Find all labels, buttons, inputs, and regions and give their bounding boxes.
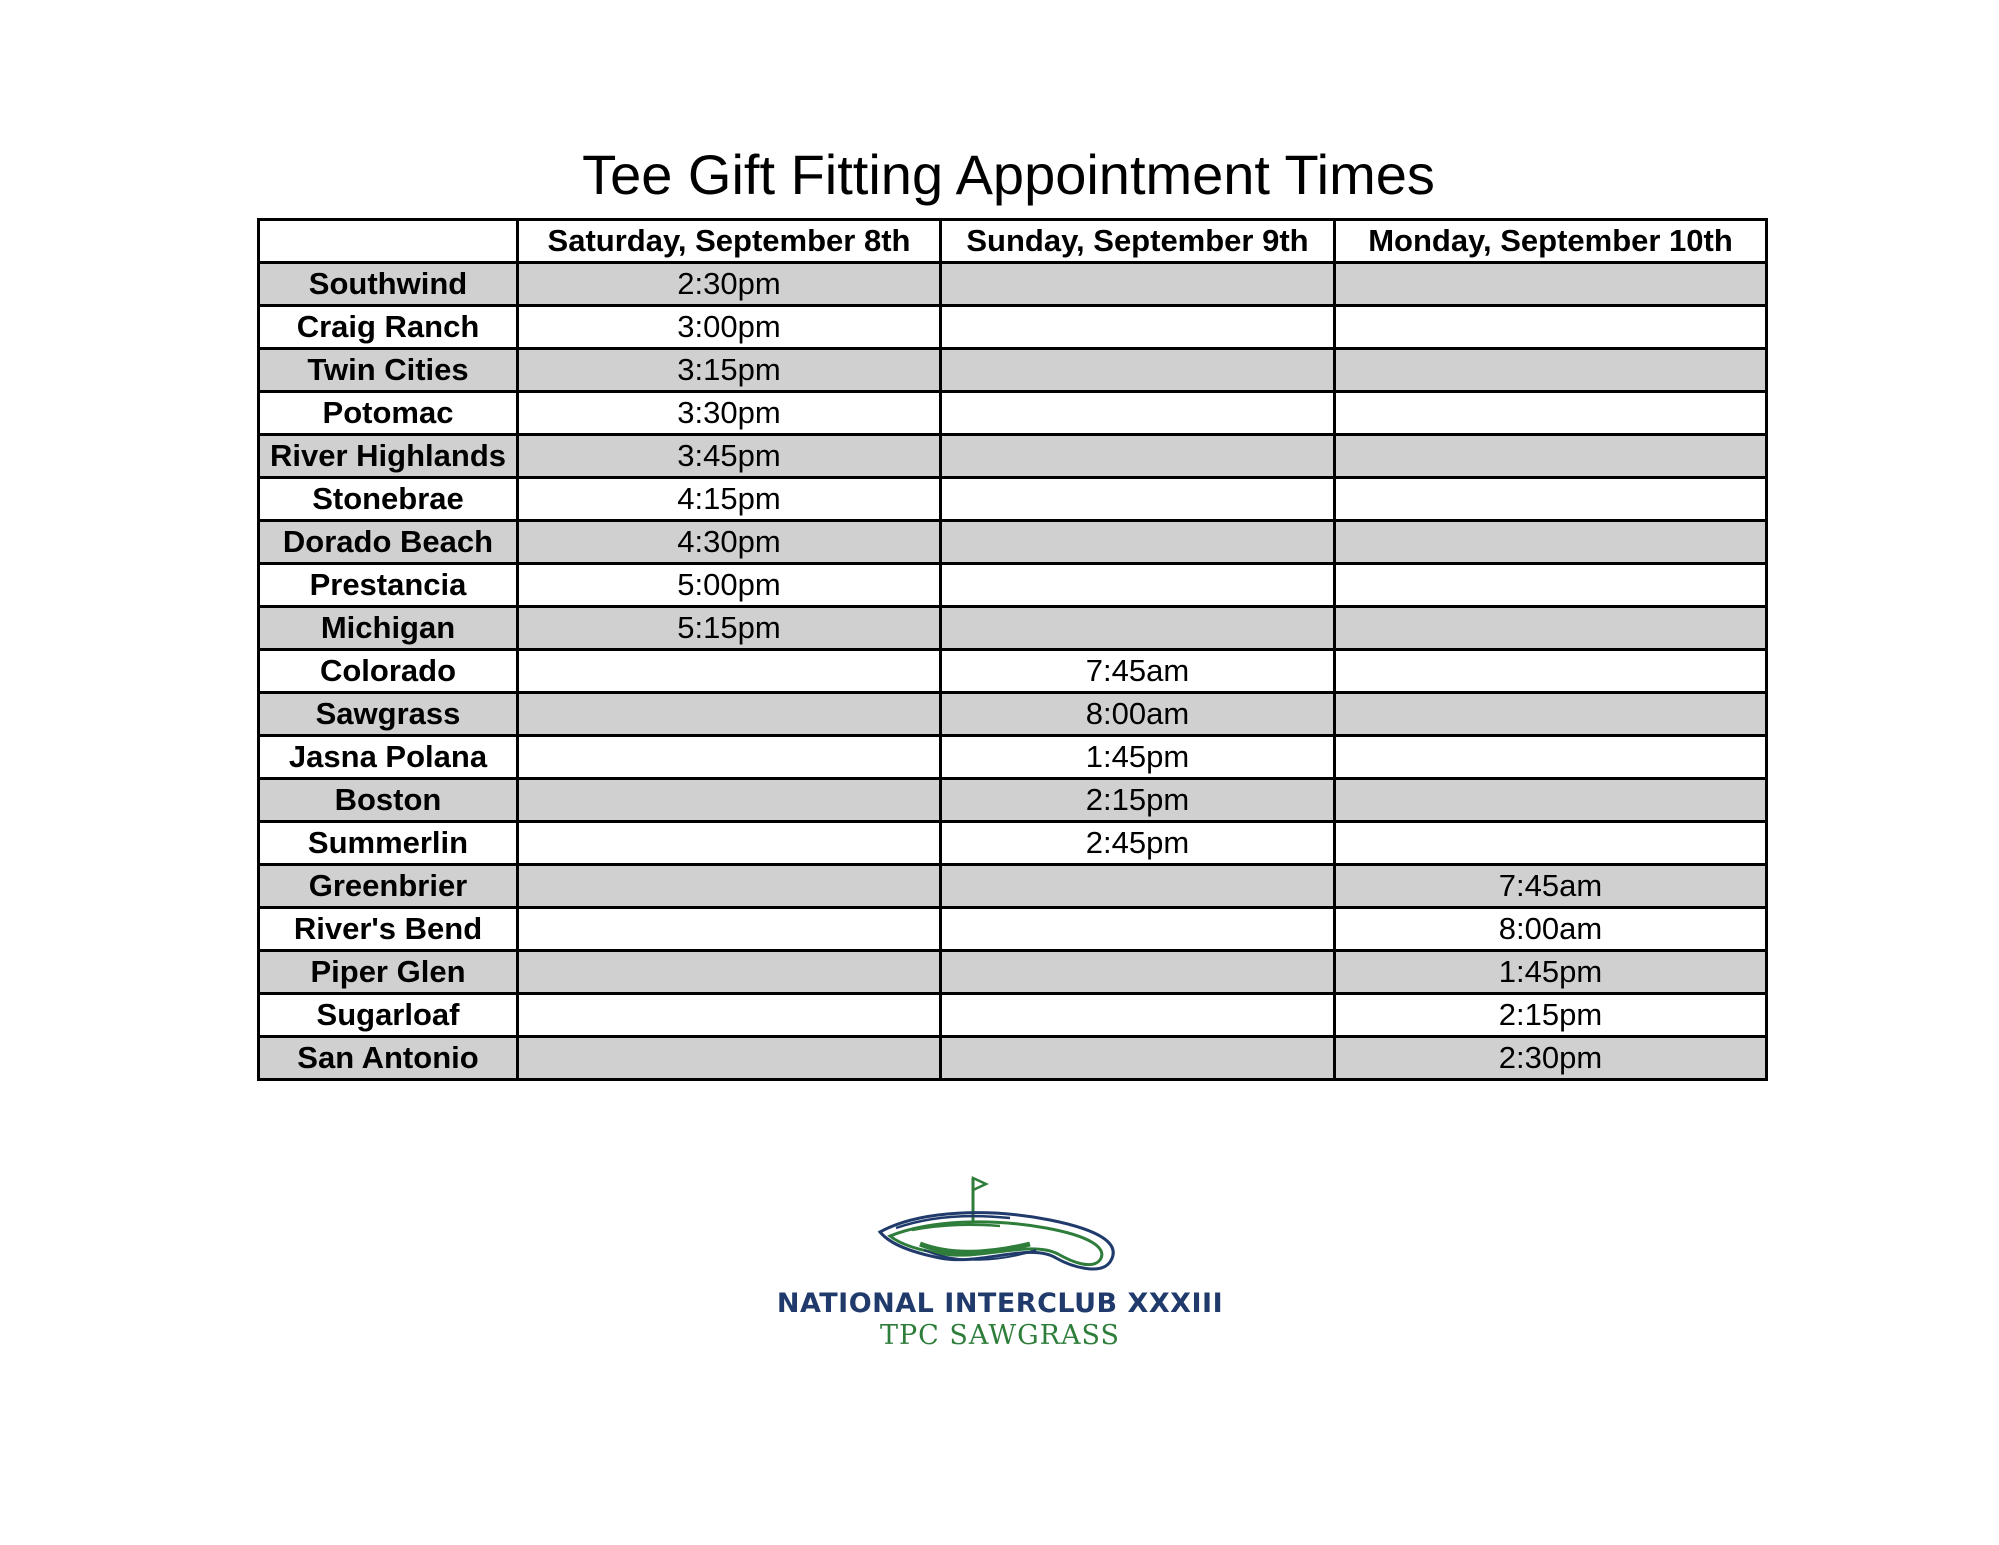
time-cell-monday (1335, 392, 1767, 435)
time-cell-monday (1335, 263, 1767, 306)
time-cell-sunday (941, 521, 1335, 564)
table-row (259, 994, 1767, 1037)
time-cell-saturday: 3:00pm (518, 306, 941, 349)
team-name-cell: Boston (259, 779, 518, 822)
header-team-column (259, 220, 518, 263)
team-name-cell: Craig Ranch (259, 306, 518, 349)
time-cell-sunday: 8:00am (941, 693, 1335, 736)
time-cell-monday: 1:45pm (1335, 951, 1767, 994)
time-cell-monday (1335, 822, 1767, 865)
table-row (259, 822, 1767, 865)
table-row (259, 779, 1767, 822)
time-cell-saturday (518, 736, 941, 779)
time-cell-monday (1335, 564, 1767, 607)
team-name-cell: Piper Glen (259, 951, 518, 994)
table-row (259, 693, 1767, 736)
table-row (259, 951, 1767, 994)
table-row (259, 564, 1767, 607)
team-name-cell: Sawgrass (259, 693, 518, 736)
time-cell-sunday (941, 263, 1335, 306)
page-title: Tee Gift Fitting Appointment Times (582, 143, 1435, 206)
time-cell-saturday (518, 822, 941, 865)
team-name-cell: Potomac (259, 392, 518, 435)
time-cell-sunday (941, 951, 1335, 994)
time-cell-saturday: 2:30pm (518, 263, 941, 306)
header-sunday: Sunday, September 9th (941, 220, 1335, 263)
team-name-cell: Greenbrier (259, 865, 518, 908)
time-cell-saturday: 3:15pm (518, 349, 941, 392)
logo-event-name: NATIONAL INTERCLUB XXXIII (776, 1288, 1224, 1319)
time-cell-sunday (941, 392, 1335, 435)
national-interclub-logo (760, 1170, 1240, 1360)
time-cell-sunday (941, 564, 1335, 607)
time-cell-sunday (941, 1037, 1335, 1080)
time-cell-sunday: 2:15pm (941, 779, 1335, 822)
header-row (259, 220, 1767, 263)
time-cell-saturday (518, 650, 941, 693)
time-cell-saturday: 4:15pm (518, 478, 941, 521)
time-cell-saturday: 3:45pm (518, 435, 941, 478)
team-name-cell: Stonebrae (259, 478, 518, 521)
time-cell-saturday (518, 908, 941, 951)
table-row (259, 263, 1767, 306)
time-cell-saturday: 5:00pm (518, 564, 941, 607)
time-cell-monday (1335, 478, 1767, 521)
time-cell-saturday (518, 693, 941, 736)
header-monday: Monday, September 10th (1335, 220, 1767, 263)
team-name-cell: Southwind (259, 263, 518, 306)
table-row (259, 306, 1767, 349)
golf-green-flag-icon (860, 1170, 1140, 1288)
time-cell-sunday (941, 994, 1335, 1037)
table-row (259, 865, 1767, 908)
table-row (259, 607, 1767, 650)
team-name-cell: Twin Cities (259, 349, 518, 392)
team-name-cell: Michigan (259, 607, 518, 650)
time-cell-saturday: 5:15pm (518, 607, 941, 650)
team-name-cell: Prestancia (259, 564, 518, 607)
team-name-cell: Colorado (259, 650, 518, 693)
time-cell-monday (1335, 607, 1767, 650)
time-cell-sunday (941, 607, 1335, 650)
time-cell-monday: 2:15pm (1335, 994, 1767, 1037)
time-cell-saturday (518, 779, 941, 822)
team-name-cell: River's Bend (259, 908, 518, 951)
time-cell-saturday (518, 865, 941, 908)
time-cell-sunday (941, 349, 1335, 392)
time-cell-monday (1335, 693, 1767, 736)
time-cell-monday (1335, 435, 1767, 478)
time-cell-monday: 8:00am (1335, 908, 1767, 951)
time-cell-sunday (941, 435, 1335, 478)
team-name-cell: Dorado Beach (259, 521, 518, 564)
team-name-cell: Sugarloaf (259, 994, 518, 1037)
time-cell-saturday (518, 994, 941, 1037)
time-cell-monday (1335, 779, 1767, 822)
time-cell-sunday (941, 306, 1335, 349)
time-cell-monday: 2:30pm (1335, 1037, 1767, 1080)
header-saturday: Saturday, September 8th (518, 220, 941, 263)
time-cell-sunday (941, 865, 1335, 908)
team-name-cell: Summerlin (259, 822, 518, 865)
team-name-cell: San Antonio (259, 1037, 518, 1080)
time-cell-monday: 7:45am (1335, 865, 1767, 908)
table-row (259, 435, 1767, 478)
time-cell-sunday: 1:45pm (941, 736, 1335, 779)
table-row (259, 908, 1767, 951)
table-row (259, 349, 1767, 392)
table-row (259, 1037, 1767, 1080)
time-cell-monday (1335, 306, 1767, 349)
time-cell-monday (1335, 521, 1767, 564)
time-cell-saturday: 4:30pm (518, 521, 941, 564)
time-cell-sunday (941, 908, 1335, 951)
team-name-cell: River Highlands (259, 435, 518, 478)
table-row (259, 650, 1767, 693)
time-cell-saturday: 3:30pm (518, 392, 941, 435)
time-cell-monday (1335, 736, 1767, 779)
time-cell-sunday: 2:45pm (941, 822, 1335, 865)
table-row (259, 736, 1767, 779)
table-row (259, 521, 1767, 564)
time-cell-saturday (518, 1037, 941, 1080)
table-row (259, 392, 1767, 435)
time-cell-sunday (941, 478, 1335, 521)
appointment-table (257, 218, 1768, 1081)
logo-venue-name: TPC SAWGRASS (880, 1320, 1120, 1351)
table-row (259, 478, 1767, 521)
time-cell-monday (1335, 650, 1767, 693)
time-cell-saturday (518, 951, 941, 994)
team-name-cell: Jasna Polana (259, 736, 518, 779)
time-cell-sunday: 7:45am (941, 650, 1335, 693)
time-cell-monday (1335, 349, 1767, 392)
table-body (259, 263, 1767, 1080)
